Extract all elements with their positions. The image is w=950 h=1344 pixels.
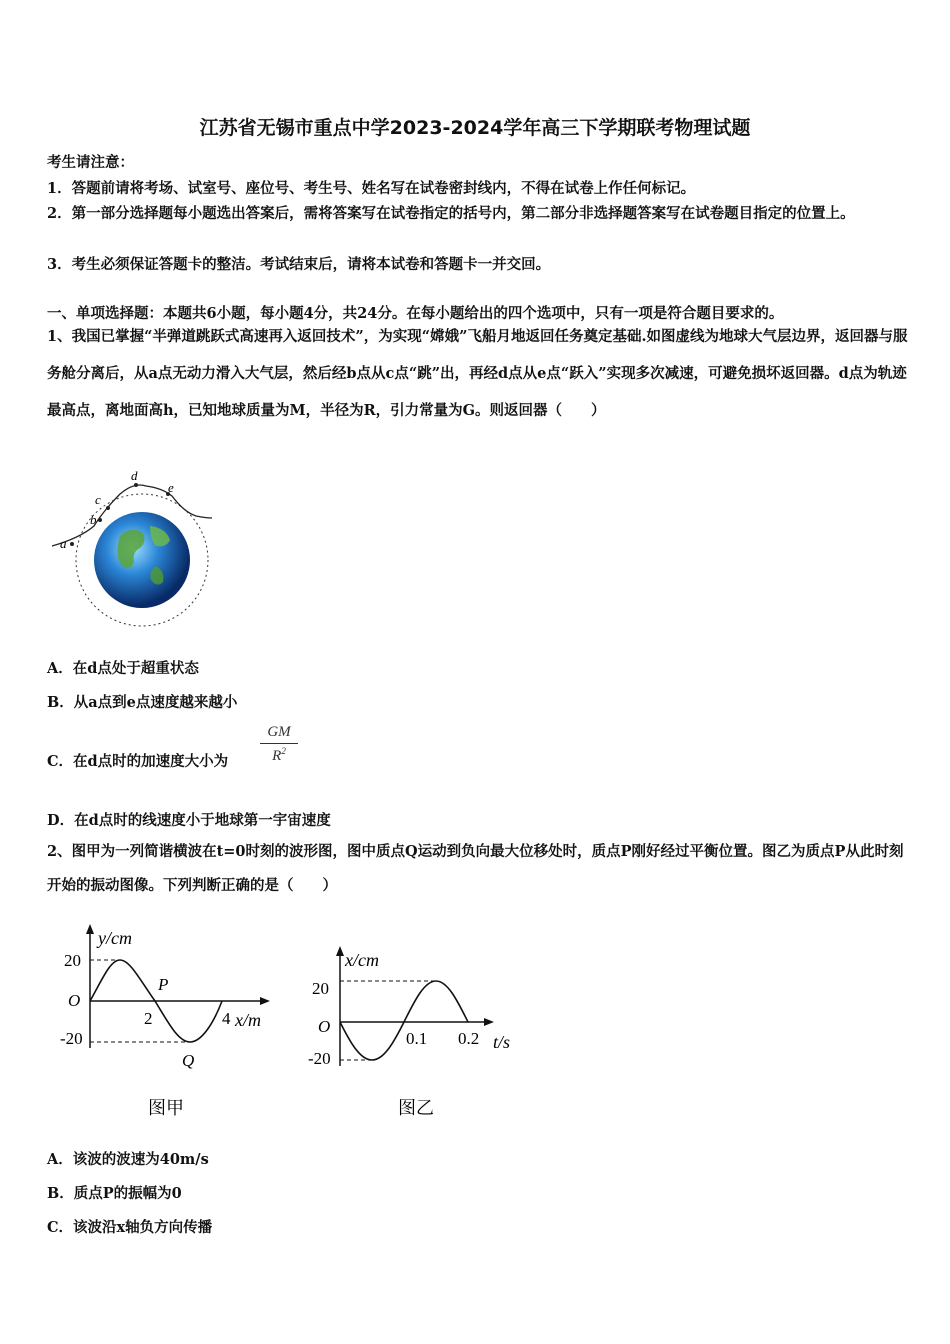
- notice-item-3: 3．考生必须保证答题卡的整洁。考试结束后，请将本试卷和答题卡一并交回。: [47, 256, 551, 273]
- fraction-numerator: GM: [267, 724, 291, 740]
- fig-a-point-p: P: [158, 975, 169, 994]
- fig-b-y-label: x/cm: [345, 950, 379, 970]
- fig-a-x-tick-4: 4: [222, 1009, 231, 1028]
- fraction-denominator: $R^2$: [272, 746, 286, 764]
- notice-item-1: 1．答题前请将考场、试室号、座位号、考生号、姓名写在试卷密封线内，不得在试卷上作任何标记。: [47, 180, 696, 197]
- fig-b-x-tick-01: 0.1: [406, 1029, 428, 1048]
- label-c: c: [95, 492, 101, 507]
- earth-globe: [94, 512, 190, 608]
- fig-a-origin: O: [68, 991, 81, 1010]
- q1-option-c: C．在d点时的加速度大小为: [47, 753, 229, 770]
- vibration-curve: [340, 981, 468, 1060]
- q2-option-c: C．该波沿x轴负方向传播: [47, 1219, 213, 1236]
- fig-a-y-tick-20: 20: [64, 951, 81, 970]
- fig-b-y-tick-20: 20: [312, 979, 329, 998]
- q2-stem: 2、图甲为一列简谐横波在t=0时刻的波形图，图中质点Q运动到负向最大位移处时，质点P刚好经过平衡位置。图乙为质点P从此时刻开始的振动图像。下列判断正确的是（ ）: [47, 843, 904, 894]
- notice-item-2: 2．第一部分选择题每小题选出答案后，需将答案写在试卷指定的括号内，第二部分非选择题答案写在试卷题目指定的位置上。: [47, 205, 855, 222]
- fig-b-caption: 图乙: [398, 1098, 434, 1118]
- q1-stem: 1、我国已掌握“半弹道跳跃式高速再入返回技术”，为实现“嫦娥”飞船月地返回任务奠定基础.如图虚线为地球大气层边界，返回器与服务舱分离后，从a点无动力滑入大气层，然后经b点从c点“跳”出，再经d点从e点“跃入”实现多次减速，可避免损坏返回器。d点为轨迹最高点，离地面高h，已知地球质量为M，半径为R，引力常量为G。则返回器（ ）: [47, 328, 908, 419]
- label-e: e: [168, 480, 174, 495]
- fig-a-y-tick-neg20: -20: [60, 1029, 83, 1048]
- label-d: d: [131, 468, 138, 483]
- fig-a-y-label: y/cm: [98, 928, 132, 948]
- fig-a-x-label: x/m: [235, 1010, 261, 1030]
- notice-heading: 考生请注意：: [47, 154, 134, 171]
- fig-b-origin: O: [318, 1017, 331, 1036]
- q2-figure-a: [50, 920, 290, 1125]
- fig-b-x-label: t/s: [493, 1032, 511, 1052]
- label-a: a: [60, 536, 67, 551]
- fig-b-y-tick-neg20: -20: [308, 1049, 331, 1068]
- q2-figure-b: [300, 940, 525, 1125]
- q1-option-a: A．在d点处于超重状态: [47, 660, 199, 677]
- fig-a-point-q: Q: [182, 1051, 195, 1070]
- q1-earth-figure: [50, 466, 220, 636]
- q2-option-b: B．质点P的振幅为0: [47, 1185, 182, 1202]
- q1-option-b: B．从a点到e点速度越来越小: [47, 694, 238, 711]
- fig-b-x-tick-02: 0.2: [458, 1029, 480, 1048]
- q2-option-a: A．该波的波速为40m/s: [47, 1151, 209, 1168]
- fig-a-caption: 图甲: [148, 1098, 184, 1118]
- section-heading: 一、单项选择题：本题共6小题，每小题4分，共24分。在每小题给出的四个选项中，只有一项是符合题目要求的。: [47, 305, 784, 322]
- page-title: 江苏省无锡市重点中学2023-2024学年高三下学期联考物理试题: [199, 117, 751, 139]
- q1-option-c-fraction: [260, 724, 298, 765]
- q1-option-d: D．在d点时的线速度小于地球第一宇宙速度: [47, 812, 331, 829]
- fig-a-x-tick-2: 2: [144, 1009, 153, 1028]
- label-b: b: [90, 512, 97, 527]
